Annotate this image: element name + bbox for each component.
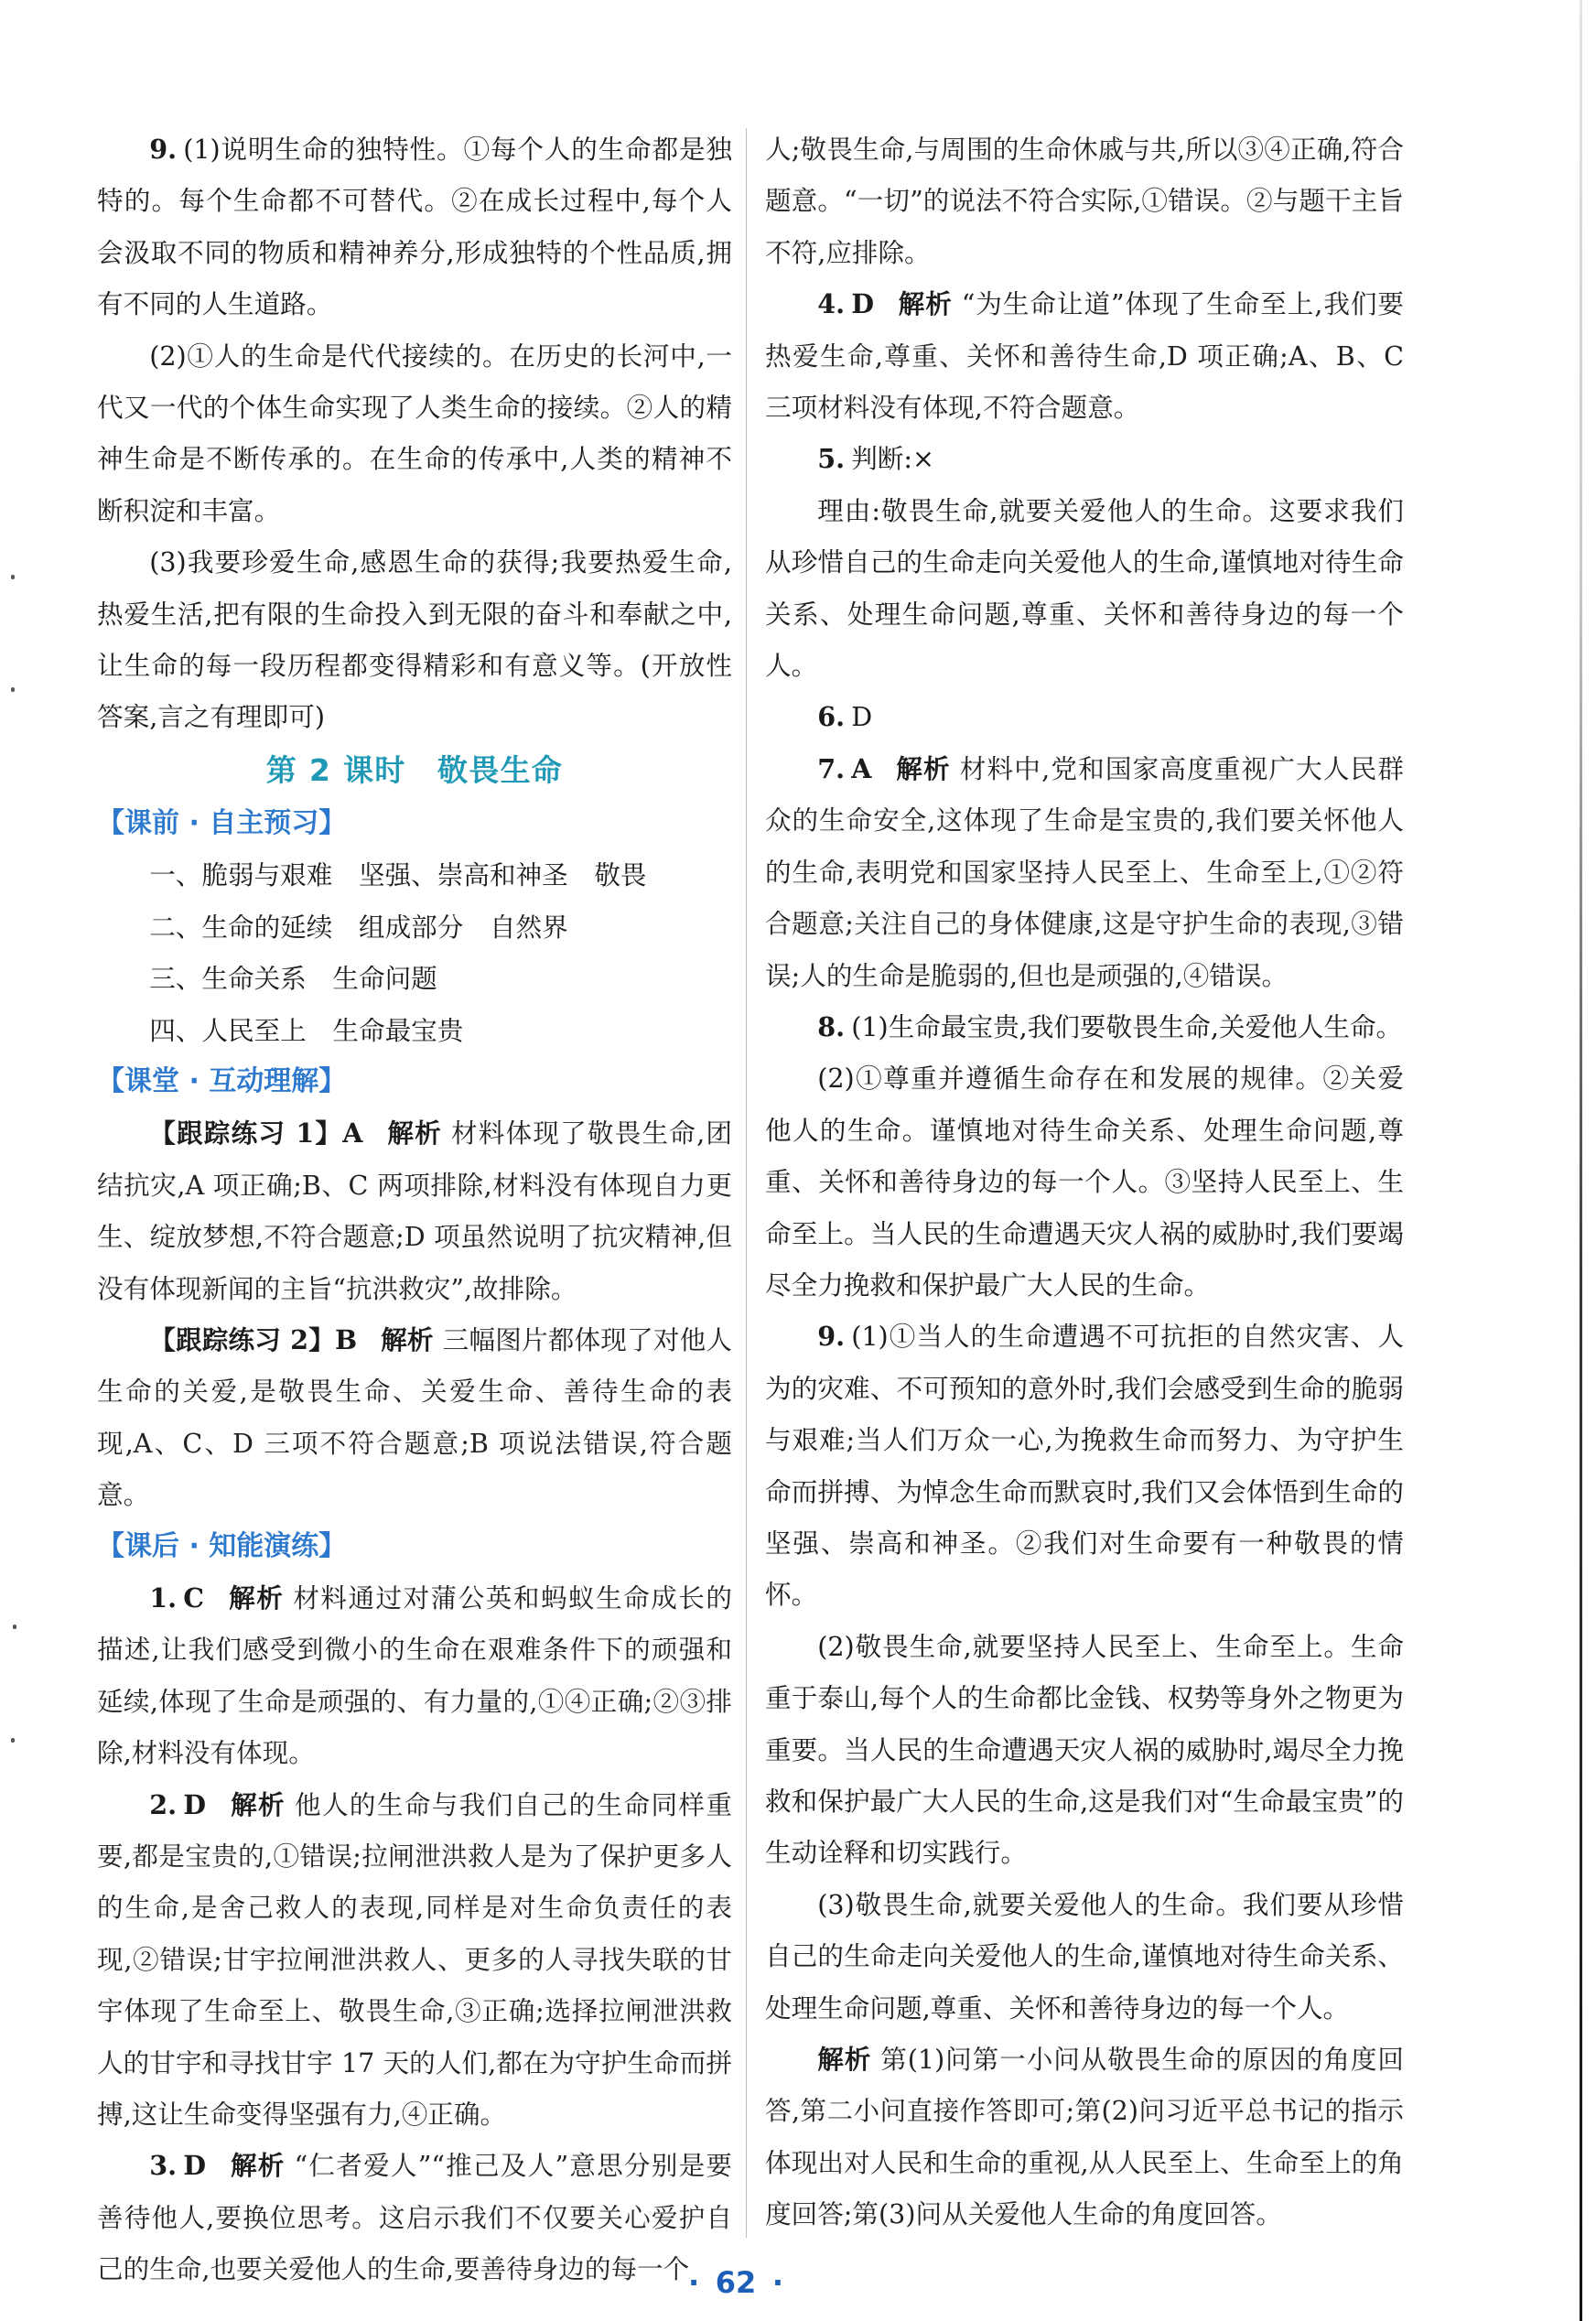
item-label: 一、 [149,859,202,891]
question-4 [765,278,1404,433]
question-9-part2: (2)敬畏生命,就要坚持人民至上、生命至上。生命重于泰山,每个人的生命都比金钱、权势等身外之物更为重要。当人民的生命遭遇天灾人祸的威胁时,竭尽全力挽救和保护最广大人民的生命,这是我们对“生命最宝贵”的生动诠释和切实践行。 [765,1630,1404,1869]
fill-blank-item [97,849,732,901]
answer-letter: C [183,1582,204,1614]
question-number: 5. [817,443,846,475]
answer-letter: D [851,701,873,733]
scan-speck [11,1738,15,1743]
analysis-label: 解析 [817,2044,872,2076]
exercise-label: 【跟踪练习 1】 [149,1117,343,1150]
blank-answer: 敬畏 [594,859,647,891]
blank-answer: 生命的延续 [201,911,333,943]
prev-q9-part2 [97,330,732,537]
analysis-label: 解析 [227,1582,285,1614]
answer-text: (2)①人的生命是代代接续的。在历史的长河中,一代又一代的个体生命实现了人类生命的接续。②人的精神生命是不断传承的。在生命的传承中,人类的精神不断积淀和丰富。 [97,340,732,526]
analysis-text: 三幅图片都体现了对他人生命的关爱,是敬畏生命、关爱生命、善待生命的表现,A、C、D 三项不符合题意;B 项说法错误,符合题意。 [97,1323,732,1511]
analysis-text: 他人的生命与我们自己的生命同样重要,都是宝贵的,①错误;拉闸泄洪救人是为了保护更多人的生命,是舍己救人的表现,同样是对生命负责任的表现,②错误;甘宇拉闸泄洪救人、更多的人寻找失联的甘宇体现了生命至上、敬畏生命,③正确;选择拉闸泄洪救人的甘宇和寻找甘宇 17 天的人们,都在为守护生命而拼搏,这让生命变得坚强有力,④正确。 [97,1788,732,2131]
question-number: 8. [817,1010,846,1042]
question-8-part2: (2)①尊重并遵循生命存在和发展的规律。②关爱他人的生命。谨慎地对待生命关系、处理生命问题,尊重、关怀和善待身边的每一个人。③坚持人民至上、生命至上。当人民的生命遭遇天灾人祸的威胁时,我们要竭尽全力挽救和保护最广大人民的生命。 [765,1063,1404,1301]
left-column [97,124,732,2285]
analysis-text: 第(1)问第一小问从敬畏生命的原因的角度回答,第二小问直接作答即可;第(2)问习近平总书记的指示体现出对人民和生命的重视,从人民至上、生命至上的角度回答;第(3)问从关爱他人生命的角度回答。 [765,2044,1404,2230]
answer-letter: A [851,752,872,784]
blank-answer: 生命问题 [332,963,437,995]
question-6 [765,691,1404,742]
blank-answer: 脆弱与艰难 [201,859,333,891]
question-3 [97,2140,732,2294]
answer-letter: D [183,1788,206,1820]
question-number: 7. [817,752,846,784]
answer-text: (3)我要珍爱生命,感恩生命的获得;我要热爱生命,热爱生活,把有限的生命投入到无限的奋斗和奉献之中,让生命的每一段历程都变得精彩和有意义等。 [97,546,732,682]
scan-speck [13,1625,16,1629]
answer-letter: D [851,288,874,320]
answer-letter: B [335,1323,358,1355]
scan-speck [11,687,15,692]
question-9-part1 [765,1311,1404,1620]
analysis-text: 材料体现了敬畏生命,团结抗灾,A 项正确;B、C 两项排除,材料没有体现自力更生、绽放梦想,不符合题意;D 项虽然说明了抗灾精神,但没有体现新闻的主旨“抗洪救灾”,故排除。 [97,1117,732,1304]
fill-blank-item [97,901,732,953]
judgement-answer: 判断:× [851,443,934,475]
fill-blank-item [97,953,732,1004]
page-number-dot: · [687,2265,700,2300]
page-number [644,2262,827,2303]
analysis-label: 解析 [229,1788,286,1820]
analysis-text: 材料通过对蒲公英和蚂蚁生命成长的描述,让我们感受到微小的生命在艰难条件下的顽强和延续,体现了生命是顽强的、有力量的,①④正确;②③排除,材料没有体现。 [97,1582,732,1769]
answer-text: (1)生命最宝贵,我们要敬畏生命,关爱他人生命。 [851,1010,1403,1042]
analysis-text: “仁者爱人”“推己及人”意思分别是要善待他人,要换位思考。这启示我们不仅要关心爱护自己的生命,也要关爱他人的生命,要善待身边的每一个 [97,2150,732,2285]
item-label: 二、 [149,911,202,943]
question-8-part1 [765,1001,1404,1053]
section-heading-preview: 【课前 · 自主预习】 [97,806,347,839]
open-answer-note: (开放性答案,言之有理即可) [97,650,732,733]
question-5-reason: 理由:敬畏生命,就要关爱他人的生命。这要求我们从珍惜自己的生命走向关爱他人的生命,谨慎地对待生命关系、处理生命问题,尊重、关怀和善待身边的每一个人。 [765,494,1404,682]
analysis-text: 材料中,党和国家高度重视广大人民群众的生命安全,这体现了生命是宝贵的,我们要关怀他人的生命,表明党和国家坚持人民至上、生命至上,①②符合题意;关注自己的身体健康,这是守护生命的表现,③错误;人的生命是脆弱的,但也是顽强的,④错误。 [765,752,1404,991]
section-heading-after-class: 【课后 · 知能演练】 [97,1529,347,1562]
blank-answer: 坚强、崇高和神圣 [358,859,568,891]
right-column [765,124,1404,2263]
analysis-text: “为生命让道”体现了生命至上,我们要热爱生命,尊重、关怀和善待生命,D 项正确;A、B、C 三项材料没有体现,不符合题意。 [765,288,1404,424]
question-number: 1. [149,1582,178,1614]
analysis-label: 解析 [897,288,953,320]
question-3-continued: 人;敬畏生命,与周围的生命休戚与共,所以③④正确,符合题意。“一切”的说法不符合实际,①错误。②与题干主旨不符,应排除。 [765,134,1404,268]
answer-letter: D [183,2150,206,2182]
section-heading-classroom: 【课堂 · 互动理解】 [97,1064,347,1097]
fill-blank-item [97,1005,732,1056]
question-number: 9. [149,134,178,165]
question-9-part3: (3)敬畏生命,就要关爱他人的生命。我们要从珍惜自己的生命走向关爱他人的生命,谨慎地对待生命关系、处理生命问题,尊重、关怀和善待身边的每一个人。 [765,1888,1404,2024]
blank-answer: 组成部分 [358,911,464,943]
question-1 [97,1572,732,1779]
question-number: 3. [149,2150,178,2182]
question-number: 9. [817,1321,846,1353]
question-7 [765,743,1404,1001]
column-divider [746,128,747,2238]
blank-answer: 生命最宝贵 [332,1014,464,1046]
tracking-exercise-2 [97,1314,732,1521]
scan-edge-shadow [1580,0,1582,2321]
question-number: 2. [149,1788,178,1820]
answer-text: (1)①当人的生命遭遇不可抗拒的自然灾害、人为的灾难、不可预知的意外时,我们会感受到生命的脆弱与艰难;当人们万众一心,为挽救生命而努力、为守护生命而拼搏、为悼念生命而默哀时,我们又会体悟到生命的坚强、崇高和神圣。②我们对生命要有一种敬畏的情怀。 [765,1321,1404,1611]
blank-answer: 人民至上 [201,1014,307,1046]
exercise-label: 【跟踪练习 2】 [149,1323,336,1355]
question-9-analysis [765,2034,1404,2240]
lesson-title: 第 2 课时 敬畏生命 [265,751,564,788]
analysis-label: 解析 [229,2150,286,2182]
tracking-exercise-1 [97,1107,732,1314]
answer-letter: A [342,1117,363,1150]
question-number: 6. [817,701,846,733]
blank-answer: 自然界 [489,911,568,943]
page-number-value: 62 [715,2265,757,2300]
item-label: 三、 [149,963,202,995]
prev-q9-part1 [97,124,732,330]
analysis-label: 解析 [380,1323,434,1355]
answer-text: (1)说明生命的独特性。①每个人的生命都是独特的。每个生命都不可替代。②在成长过程中,每个人会汲取不同的物质和精神养分,形成独特的个性品质,拥有不同的人生道路。 [97,134,732,320]
question-2 [97,1779,732,2141]
analysis-label: 解析 [386,1117,442,1150]
scan-speck [11,575,15,579]
item-label: 四、 [149,1014,202,1046]
prev-q9-part3 [97,536,732,743]
analysis-label: 解析 [895,752,951,784]
blank-answer: 生命关系 [201,963,307,995]
question-5 [765,433,1404,484]
page-number-dot: · [771,2265,784,2300]
question-number: 4. [817,288,846,320]
